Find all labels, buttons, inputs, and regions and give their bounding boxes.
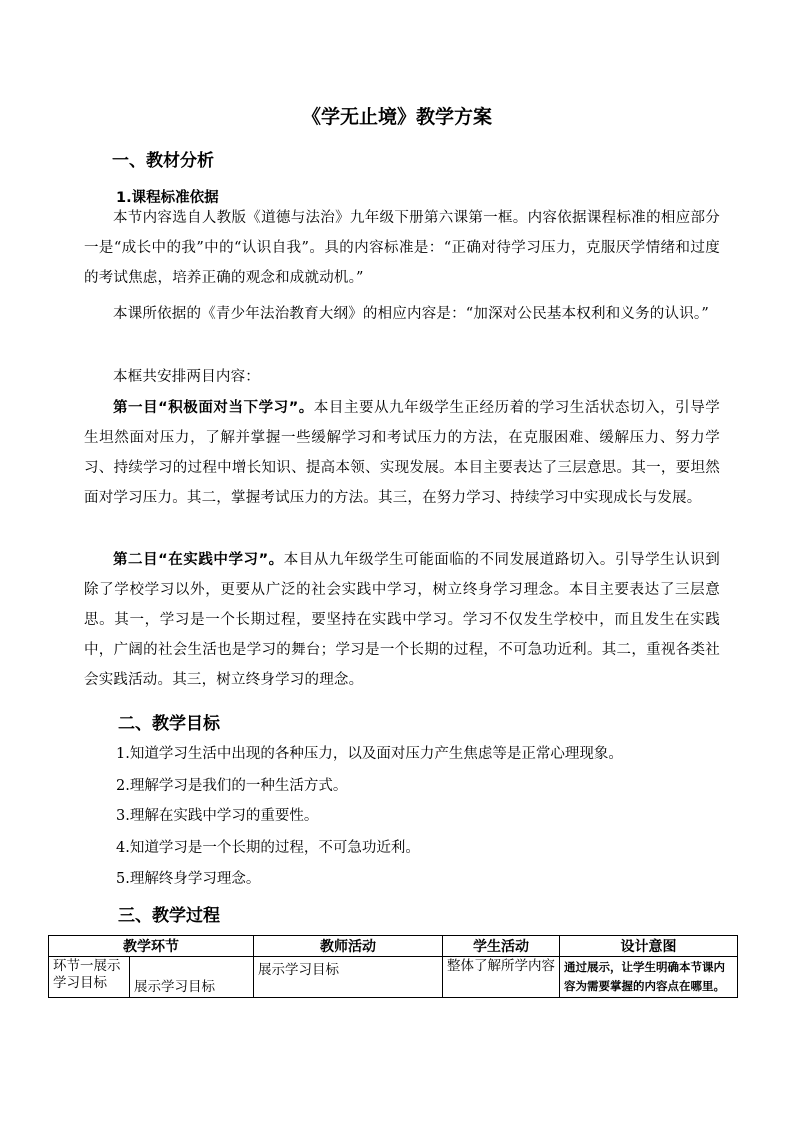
header-intent: 设计意图 [560,936,738,957]
goal-item: 1.知道学习生活中出现的各种压力，以及面对压力产生焦虑等是正常心理现象。 [116,746,623,762]
paragraph-item-one [84,393,720,513]
item-one-body: 本目主要从九年级学生正经历着的学习生活状态切入，引导学生坦然面对压力，了解并掌握一些缓解学习和考试压力的方法，在克服困难、缓解压力、努力学习、持续学习的过程中增长知识、提高本领、实现发展。本目主要表达了三层意思。其一，要坦然面对学习压力。其二，掌握考试压力的方法。其三，在努力学习、持续学习中实现成长与发展。 [84,400,720,506]
cell-intent: 通过展示，让学生明确本节课内容为需要掌握的内容点在哪里。 [560,957,738,998]
paragraph-item-two [84,545,720,695]
goal-item: 3.理解在实践中学习的重要性。 [116,808,319,824]
section-heading-process: 三、教学过程 [118,906,220,926]
document-title: 《学无止境》教学方案 [301,106,492,128]
teaching-process-table [48,935,738,998]
cell-stage: 环节一展示学习目标 [49,957,130,998]
paragraph-law-outline: 本课所依据的《青少年法治教育大纲》的相应内容是：“加深对公民基本权利和义务的认识。” [113,306,709,322]
cell-teacher: 展示学习目标 [254,957,443,998]
subsection-heading-standards: 1.课程标准依据 [116,190,219,206]
goal-item: 4.知道学习是一个长期的过程，不可急功近利。 [116,840,420,856]
cell-student: 整体了解所学内容 [443,957,560,998]
item-one-lead: 第一目“积极面对当下学习”。 [113,400,314,416]
header-student: 学生活动 [443,936,560,957]
header-stage: 教学环节 [49,936,254,957]
header-teacher: 教师活动 [254,936,443,957]
item-two-body: 本目从九年级学生可能面临的不同发展道路切入。引导学生认识到除了学校学习以外，更要从广泛的社会实践中学习，树立终身学习理念。本目主要表达了三层意思。其一，学习是一个长期过程，要坚持在实践中学习。学习不仅发生学校中，而且发生在实践中，广阔的社会生活也是学习的舞台；学习是一个长期的过程，不可急功近利。其二，重视各类社会实践活动。其三，树立终身学习的理念。 [84,552,720,688]
cell-stage-detail: 展示学习目标 [130,957,254,998]
paragraph-arrangement: 本框共安排两目内容： [113,369,260,385]
table-header-row [49,936,738,957]
goal-item: 5.理解终身学习理念。 [116,871,261,887]
goal-item: 2.理解学习是我们的一种生活方式。 [116,778,348,794]
item-two-lead: 第二目“在实践中学习”。 [113,552,284,568]
table-row [49,957,738,998]
section-heading-goals: 二、教学目标 [118,714,220,734]
section-heading-analysis: 一、教材分析 [112,151,214,171]
paragraph-standards: 本节内容选自人教版《道德与法治》九年级下册第六课第一框。内容依据课程标准的相应部分一是“成长中的我”中的“认识自我”。具的内容标准是：“正确对待学习压力，克服厌学情绪和过度的考试焦虑，培养正确的观念和成就动机。” [84,210,720,286]
